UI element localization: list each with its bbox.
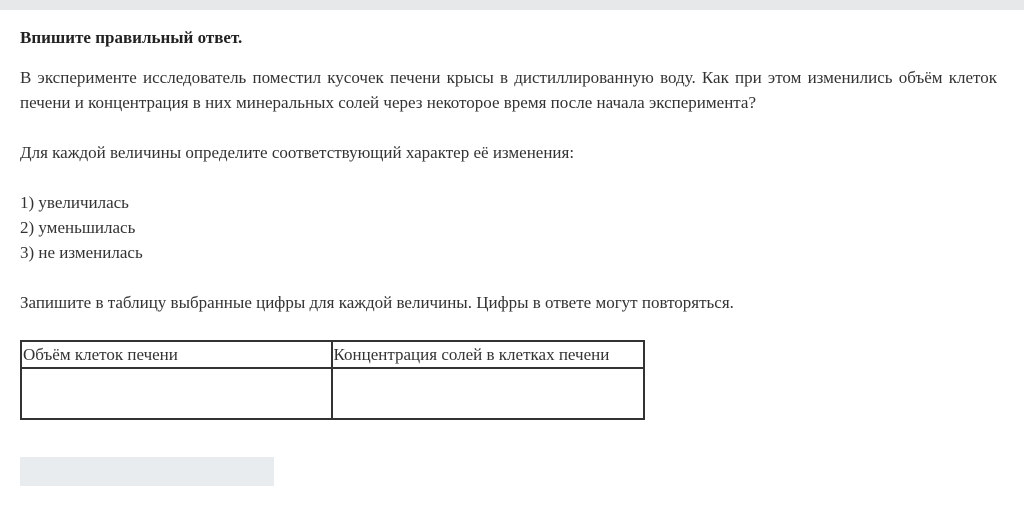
submit-button[interactable] bbox=[20, 457, 274, 486]
option-item: 1) увеличилась bbox=[20, 193, 129, 212]
answer-cell-volume[interactable] bbox=[21, 368, 332, 419]
top-bar bbox=[0, 0, 1024, 10]
table-header-row bbox=[21, 341, 644, 368]
answer-table bbox=[20, 340, 645, 420]
header-cell-concentration: Концентрация солей в клетках печени bbox=[332, 341, 644, 368]
task-content bbox=[20, 26, 997, 420]
task-prompt: Для каждой величины определите соответствующий характер её изменения: bbox=[20, 143, 575, 162]
table-prompt: Запишите в таблицу выбранные цифры для каждой величины. Цифры в ответе могут повторяться. bbox=[20, 293, 734, 312]
option-item: 3) не изменилась bbox=[20, 243, 143, 262]
header-cell-volume: Объём клеток печени bbox=[21, 341, 332, 368]
option-item: 2) уменьшилась bbox=[20, 218, 136, 237]
task-question: В эксперименте исследователь поместил кусочек печени крысы в дистиллированную воду. Как при этом изменились объём клеток печени и концентрация в них минеральных солей через некоторое время после начала эксперимента? bbox=[20, 68, 997, 112]
task-instruction: Впишите правильный ответ. bbox=[20, 28, 243, 47]
table-answer-row bbox=[21, 368, 644, 419]
answer-cell-concentration[interactable] bbox=[332, 368, 644, 419]
options-list bbox=[20, 190, 997, 265]
